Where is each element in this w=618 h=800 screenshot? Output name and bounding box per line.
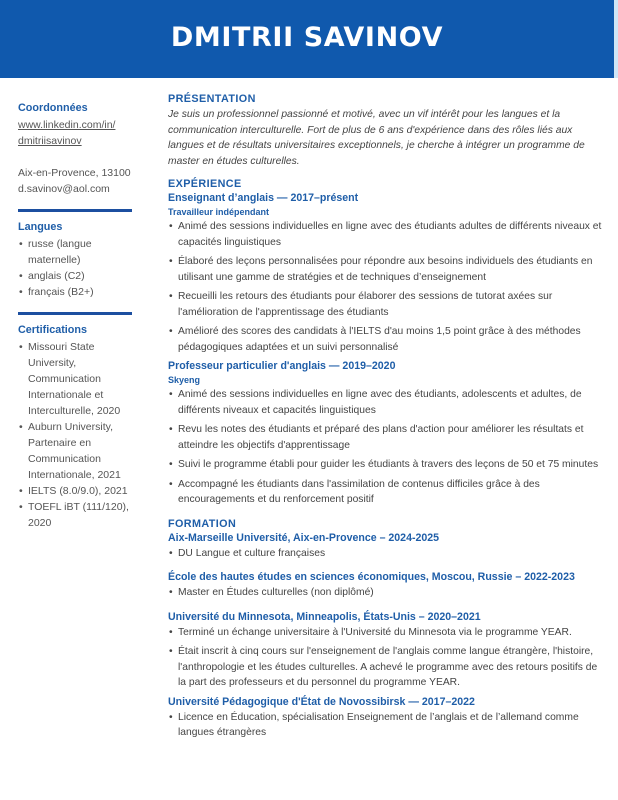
linkedin-link-line1[interactable]: www.linkedin.com/in/ (18, 119, 116, 131)
sidebar (18, 101, 134, 531)
divider (18, 209, 132, 212)
bullet-item: • Terminé un échange universitaire à l'Université du Minnesota via le programme YEAR. (168, 625, 608, 641)
summary-text: Je suis un professionnel passionné et motivé, avec un vif intérêt pour les langues et la communication interculturelle. Fort de plus de 6 ans d'expérience dans des rôles liés aux langues et de résultats universitaires exceptionnels, je cherche à intégrer un programme de master en études culturelles. (168, 109, 585, 167)
school-title: Université du Minnesota, Minneapolis, États-Unis – 2020–2021 (168, 610, 481, 623)
bullet-item: • Était inscrit à cinq cours sur l'enseignement de l'anglais comme langue étrangère, l'histoire, l'anthropologie et les études culturelles. A achevé le programme avec des retours positifs de la part des professeurs et du personnel du programme YEAR. (168, 644, 608, 691)
language-item: • anglais (C2) (18, 268, 134, 284)
email: d.savinov@aol.com (18, 183, 110, 195)
bullet-item: • Revu les notes des étudiants et préparé des plans d'action pour améliorer les résultats et atteindre les objectifs d'apprentissage (168, 422, 608, 453)
certification-item: • IELTS (8.0/9.0), 2021 (18, 483, 134, 499)
school-title: Université Pédagogique d'État de Novossibirsk — 2017–2022 (168, 695, 475, 708)
school-bullets (168, 625, 608, 691)
certification-item: • Missouri State University, Communication Internationale et Interculturelle, 2020 (18, 339, 134, 419)
candidate-name: DMITRII SAVINOV (170, 22, 444, 53)
language-item: • russe (langue maternelle) (18, 236, 134, 268)
school-bullets (168, 585, 608, 601)
school-bullets (168, 710, 608, 741)
languages-list (18, 236, 134, 300)
bullet-item: • Suivi le programme établi pour guider les étudiants à travers des leçons de 50 et 75 minutes (168, 457, 608, 473)
summary-heading: PRÉSENTATION (168, 93, 256, 105)
linkedin-link-line2[interactable]: dmitriisavinov (18, 135, 82, 147)
bullet-item: • Master en Études culturelles (non diplômé) (168, 585, 608, 601)
bullet-item: • Recueilli les retours des étudiants pour élaborer des sessions de tutorat axées sur l'amélioration de l'apprentissage des étudiants (168, 289, 608, 320)
bullet-item: • Animé des sessions individuelles en ligne avec des étudiants, adolescents et adultes, de différents niveaux et capacités linguistiques (168, 387, 608, 418)
experience-heading: EXPÉRIENCE (168, 178, 242, 190)
address: Aix-en-Provence, 13100 (18, 167, 131, 179)
job-bullets (168, 219, 608, 355)
education-heading: FORMATION (168, 517, 237, 530)
language-item: • français (B2+) (18, 284, 134, 300)
bullet-item: • Licence en Éducation, spécialisation Enseignement de l’anglais et de l’allemand comme langues étrangères (168, 710, 608, 741)
header-edge (614, 0, 618, 78)
header-banner (0, 0, 614, 78)
languages-heading: Langues (18, 221, 63, 233)
certification-item: • TOEFL iBT (111/120), 2020 (18, 499, 134, 531)
contact-heading: Coordonnées (18, 102, 88, 114)
certifications-heading: Certifications (18, 324, 87, 336)
school-bullets (168, 546, 608, 562)
bullet-item: • Accompagné les étudiants dans l'assimilation de contenus difficiles grâce à des encouragements et du renforcement positif (168, 477, 608, 508)
main-content (168, 92, 608, 745)
divider (18, 312, 132, 315)
bullet-item: • Animé des sessions individuelles en ligne avec des étudiants adultes de différents niveaux et capacités linguistiques (168, 219, 608, 250)
school-title: Aix-Marseille Université, Aix-en-Provence – 2024-2025 (168, 531, 440, 544)
certifications-list (18, 339, 134, 531)
job-employer: Travailleur indépendant (168, 207, 270, 217)
bullet-item: • Élaboré des leçons personnalisées pour répondre aux besoins individuels des étudiants en utilisant une gamme de stratégies et de techniques d’enseignement (168, 254, 608, 285)
school-title: École des hautes études en sciences économiques, Moscou, Russie – 2022-2023 (168, 571, 575, 583)
job-employer: Skyeng (168, 375, 201, 385)
bullet-item: • DU Langue et culture françaises (168, 546, 608, 562)
bullet-item: • Amélioré des scores des candidats à l'IELTS d'au moins 1,5 point grâce à des méthodes pédagogiques adaptées et un suivi personnalisé (168, 324, 608, 355)
job-bullets (168, 387, 608, 508)
job-title: Enseignant d’anglais — 2017–présent (168, 192, 359, 204)
certification-item: • Auburn University, Partenaire en Communication Internationale, 2021 (18, 419, 134, 483)
job-title: Professeur particulier d'anglais — 2019–2020 (168, 360, 396, 372)
